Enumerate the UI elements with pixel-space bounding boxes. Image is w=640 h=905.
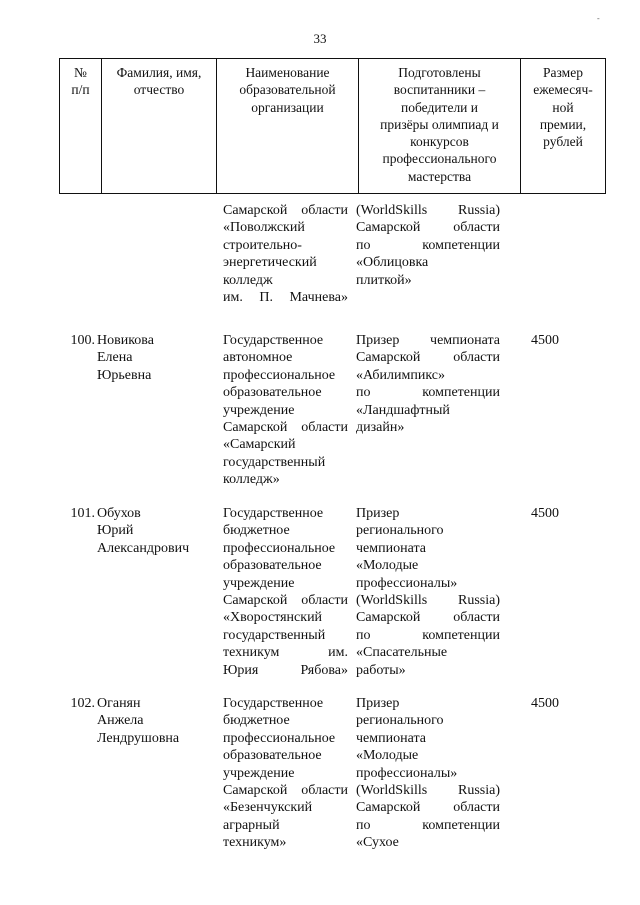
header-organization xyxy=(217,59,359,194)
full-name-cell xyxy=(97,695,217,747)
text-line: чемпионата xyxy=(356,540,426,556)
text-line: Наименование xyxy=(245,65,330,80)
text-line: бюджетное xyxy=(223,523,290,539)
text-line: Призер xyxy=(356,506,400,521)
text-line: профессиональное xyxy=(223,367,336,383)
text-line: регионального xyxy=(356,713,444,729)
text-line: дизайн» xyxy=(356,420,405,436)
text-line: учреждение xyxy=(223,575,295,591)
bonus-amount: 4500 xyxy=(531,333,559,348)
table-row xyxy=(0,332,640,505)
text-line: по компетенции xyxy=(356,385,500,401)
text-line: Самарской области xyxy=(223,420,348,436)
text-line: аграрный xyxy=(223,817,280,833)
text-line: Фамилия, имя, xyxy=(116,65,202,80)
text-line: «Облицовка xyxy=(356,255,429,271)
header-achievements xyxy=(359,59,521,194)
text-line: Елена xyxy=(97,350,133,366)
text-line: техникум им. xyxy=(223,645,348,661)
organization-cell xyxy=(223,505,348,679)
text-line: «Самарский xyxy=(223,437,296,453)
text-line: им. П. Мачнева» xyxy=(223,290,348,306)
text-line: «Молодые xyxy=(356,558,419,574)
text-line: п/п xyxy=(71,82,90,98)
text-line: Обухов xyxy=(97,506,141,521)
header-bonus-amount xyxy=(521,59,606,194)
row-number: 102. xyxy=(70,696,95,711)
organization-cell xyxy=(223,332,348,489)
text-line: государственный xyxy=(223,627,326,643)
text-line: ежемесяч- xyxy=(533,82,593,98)
text-line: «Хворостянский xyxy=(223,610,323,626)
text-line: работы» xyxy=(356,662,406,678)
text-line: победители и xyxy=(400,99,479,115)
text-line: по компетенции xyxy=(356,237,500,253)
text-line: «Безенчукский xyxy=(223,800,313,816)
text-line: образовательной xyxy=(239,82,336,98)
text-line: Самарской области xyxy=(356,350,500,366)
text-line: профессионального xyxy=(382,151,497,167)
text-line: Самарской области xyxy=(223,593,348,609)
achievement-cell xyxy=(356,202,500,289)
text-line: Самарской области xyxy=(356,220,500,236)
text-line: по компетенции xyxy=(356,627,500,643)
text-line: Новикова xyxy=(97,333,154,348)
text-line: по компетенции xyxy=(356,817,500,833)
text-line: образовательное xyxy=(223,748,322,764)
header-full-name xyxy=(102,59,217,194)
text-line: (WorldSkills Russia) xyxy=(356,593,500,609)
table-body xyxy=(0,202,640,865)
header-row xyxy=(60,59,606,194)
text-line: Государственное xyxy=(223,506,324,521)
table-header xyxy=(59,58,606,194)
text-line: премии, xyxy=(539,116,587,132)
text-line: регионального xyxy=(356,523,444,539)
bonus-amount: 4500 xyxy=(531,506,559,521)
text-line: конкурсов xyxy=(410,134,469,150)
full-name-cell xyxy=(97,505,217,557)
text-line: профессионалы» xyxy=(356,575,458,591)
text-line: воспитанники – xyxy=(393,82,486,98)
text-line: Анжела xyxy=(97,713,144,729)
text-line: плиткой» xyxy=(356,272,412,288)
text-line: Самарской области xyxy=(223,783,348,799)
bonus-amount: 4500 xyxy=(531,696,559,711)
text-line: (WorldSkills Russia) xyxy=(356,203,500,218)
row-number: 100. xyxy=(70,333,95,348)
text-line: автономное xyxy=(223,350,293,366)
row-number: 101. xyxy=(70,506,95,521)
text-line: рублей xyxy=(543,134,583,150)
text-line: мастерства xyxy=(407,168,472,184)
text-line: Самарской области xyxy=(356,800,500,816)
text-line: «Сухое xyxy=(356,835,399,851)
text-line: колледж» xyxy=(223,472,280,488)
text-line: Юрий xyxy=(97,523,134,539)
text-line: Государственное xyxy=(223,696,324,711)
organization-cell xyxy=(223,695,348,852)
text-line: «Поволжский xyxy=(223,220,305,236)
text-line: отчество xyxy=(133,82,185,98)
text-line: (WorldSkills Russia) xyxy=(356,783,500,799)
text-line: «Ландшафтный xyxy=(356,402,450,418)
text-line: профессиональное xyxy=(223,730,336,746)
text-line: энергетический xyxy=(223,255,317,271)
table-row xyxy=(0,695,640,865)
text-line: Размер xyxy=(543,65,583,80)
text-line: Оганян xyxy=(97,696,141,711)
text-line: Подготовлены xyxy=(398,65,481,80)
text-line: профессионалы» xyxy=(356,765,458,781)
text-line: № xyxy=(74,65,87,80)
text-line: бюджетное xyxy=(223,713,290,729)
text-line: ной xyxy=(552,99,574,115)
text-line: профессиональное xyxy=(223,540,336,556)
text-line: Призер xyxy=(356,696,400,711)
text-line: Александрович xyxy=(97,540,190,556)
text-line: Самарской области xyxy=(223,203,348,218)
text-line: «Спасательные xyxy=(356,645,448,661)
text-line: учреждение xyxy=(223,765,295,781)
text-line: Призер чемпионата xyxy=(356,333,500,348)
header-number xyxy=(60,59,102,194)
text-line: государственный xyxy=(223,454,326,470)
text-line: «Абилимпикс» xyxy=(356,367,446,383)
text-line: Юрьевна xyxy=(97,367,152,383)
text-line: Юрия Рябова» xyxy=(223,662,348,678)
text-line: образовательное xyxy=(223,385,322,401)
achievement-cell xyxy=(356,505,500,679)
text-line: «Молодые xyxy=(356,748,419,764)
text-line: строительно- xyxy=(223,237,302,253)
page-number: 33 xyxy=(313,31,327,46)
text-line: учреждение xyxy=(223,402,295,418)
table-row-continuation xyxy=(0,202,640,332)
text-line: Лендрушовна xyxy=(97,730,180,746)
achievement-cell xyxy=(356,332,500,436)
text-line: организации xyxy=(251,99,324,115)
text-line: образовательное xyxy=(223,558,322,574)
text-line: техникум» xyxy=(223,835,287,851)
full-name-cell xyxy=(97,332,217,384)
text-line: колледж xyxy=(223,272,273,288)
text-line: чемпионата xyxy=(356,730,426,746)
text-line: призёры олимпиад и xyxy=(380,116,499,132)
achievement-cell xyxy=(356,695,500,852)
organization-cell xyxy=(223,202,348,306)
text-line: Государственное xyxy=(223,333,324,348)
table-row xyxy=(0,505,640,695)
corner-mark: - xyxy=(597,14,600,23)
text-line: Самарской области xyxy=(356,610,500,626)
